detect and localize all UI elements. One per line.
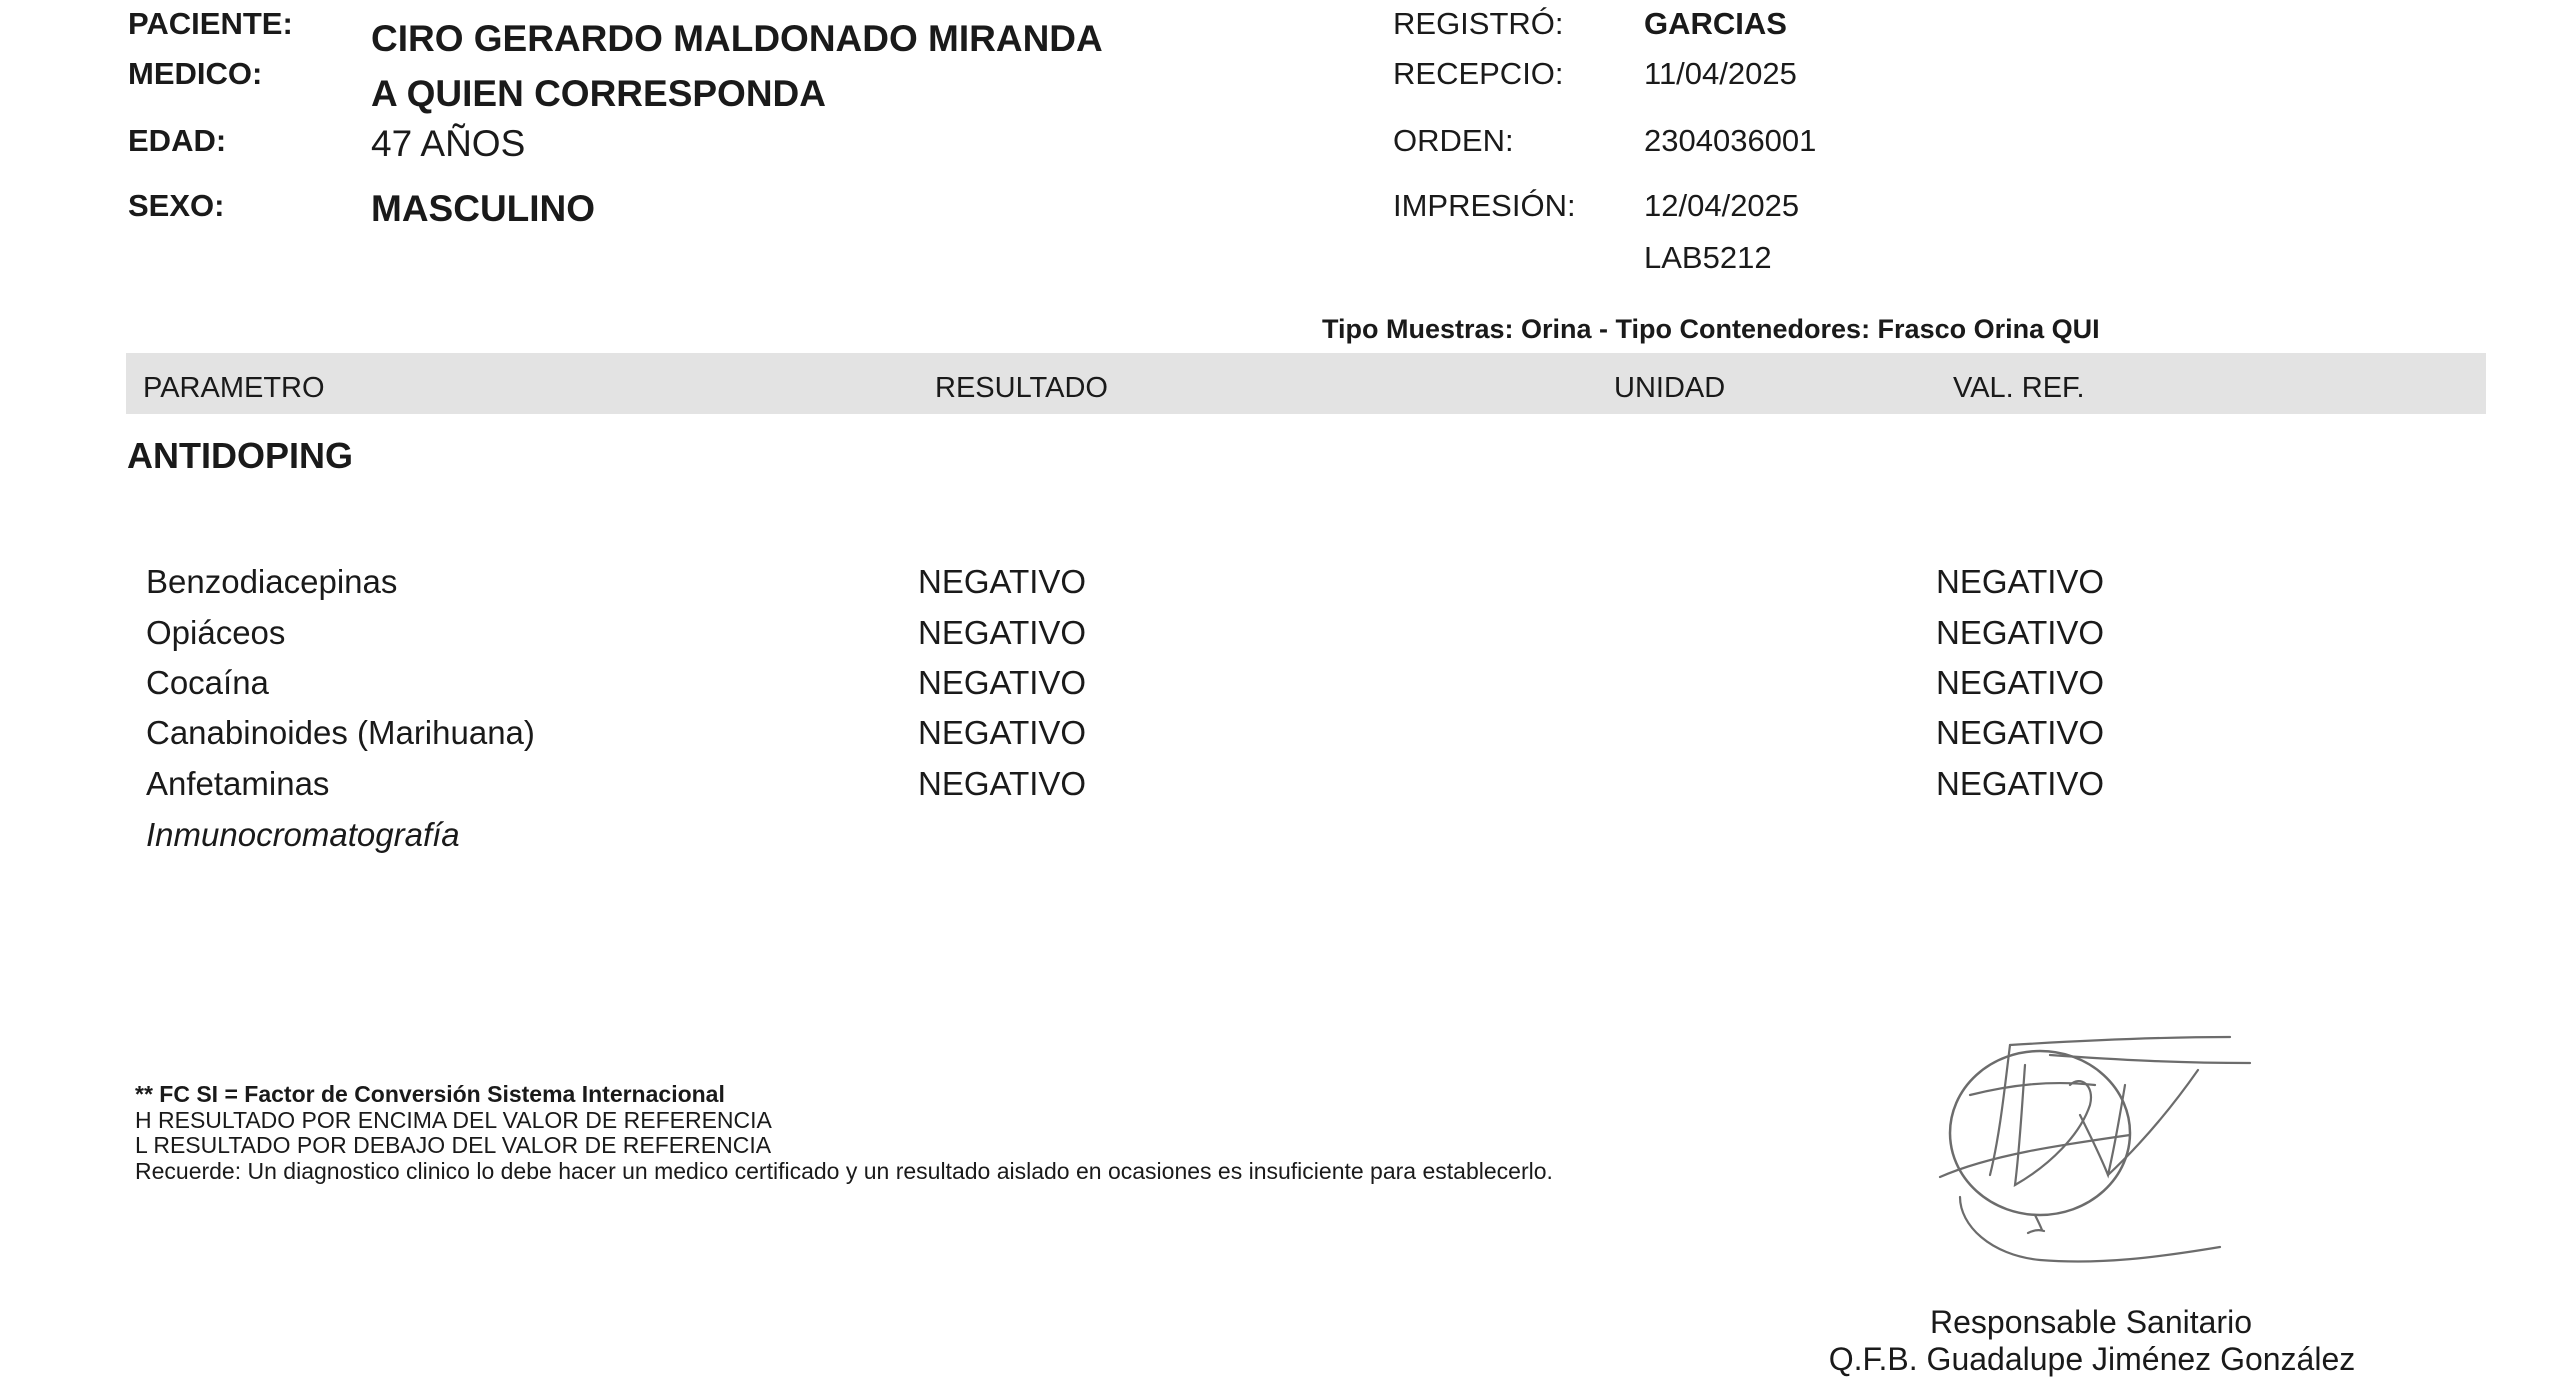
medico-value: A QUIEN CORRESPONDA	[371, 73, 827, 114]
row-result: NEGATIVO	[918, 765, 1087, 802]
lab-code: LAB5212	[1644, 240, 1772, 275]
sexo-label: SEXO:	[128, 188, 225, 223]
orden-label: ORDEN:	[1393, 123, 1514, 158]
row-ref: NEGATIVO	[1936, 664, 2105, 701]
impresion-label: IMPRESIÓN:	[1393, 188, 1576, 223]
paciente-value: CIRO GERARDO MALDONADO MIRANDA	[371, 18, 1103, 59]
method-note: Inmunocromatografía	[146, 816, 460, 853]
header-unidad: UNIDAD	[1614, 372, 1726, 404]
h-note: H RESULTADO POR ENCIMA DEL VALOR DE REFERENCIA	[135, 1107, 772, 1133]
row-parameter: Canabinoides (Marihuana)	[146, 714, 535, 751]
reminder-note: Recuerde: Un diagnostico clinico lo debe hacer un medico certificado y un resultado aislado en ocasiones es insuficiente para establecerlo.	[135, 1158, 1553, 1184]
registro-value: GARCIAS	[1644, 6, 1787, 41]
row-parameter: Opiáceos	[146, 614, 286, 651]
medico-label: MEDICO:	[128, 56, 263, 91]
row-ref: NEGATIVO	[1936, 714, 2105, 751]
impresion-value: 12/04/2025	[1644, 188, 1800, 223]
header-parametro: PARAMETRO	[143, 372, 325, 404]
recepcion-label: RECEPCIO:	[1393, 56, 1564, 91]
row-ref: NEGATIVO	[1936, 614, 2105, 651]
row-result: NEGATIVO	[918, 714, 1087, 751]
header-resultado: RESULTADO	[935, 372, 1108, 404]
signature-name: Q.F.B. Guadalupe Jiménez González	[1828, 1341, 2356, 1377]
row-parameter: Cocaína	[146, 664, 269, 701]
signature-image	[1930, 1025, 2260, 1280]
fc-note: ** FC SI = Factor de Conversión Sistema Internacional	[135, 1081, 725, 1107]
row-ref: NEGATIVO	[1936, 563, 2105, 600]
row-result: NEGATIVO	[918, 614, 1087, 651]
registro-label: REGISTRÓ:	[1393, 6, 1564, 41]
l-note: L RESULTADO POR DEBAJO DEL VALOR DE REFERENCIA	[135, 1132, 772, 1158]
sample-info: Tipo Muestras: Orina - Tipo Contenedores: Frasco Orina QUI	[1322, 314, 2100, 344]
orden-value: 2304036001	[1644, 123, 1817, 158]
recepcion-value: 11/04/2025	[1644, 56, 1797, 91]
results-table-header	[126, 353, 2486, 414]
paciente-label: PACIENTE:	[128, 6, 293, 41]
header-val-ref: VAL. REF.	[1953, 372, 2085, 404]
row-ref: NEGATIVO	[1936, 765, 2105, 802]
row-result: NEGATIVO	[918, 664, 1087, 701]
signature-title: Responsable Sanitario	[1930, 1304, 2252, 1340]
row-result: NEGATIVO	[918, 563, 1087, 600]
row-parameter: Anfetaminas	[146, 765, 330, 802]
edad-value: 47 AÑOS	[371, 123, 526, 164]
section-title: ANTIDOPING	[127, 435, 354, 476]
row-parameter: Benzodiacepinas	[146, 563, 398, 600]
sexo-value: MASCULINO	[371, 188, 596, 229]
edad-label: EDAD:	[128, 123, 227, 158]
